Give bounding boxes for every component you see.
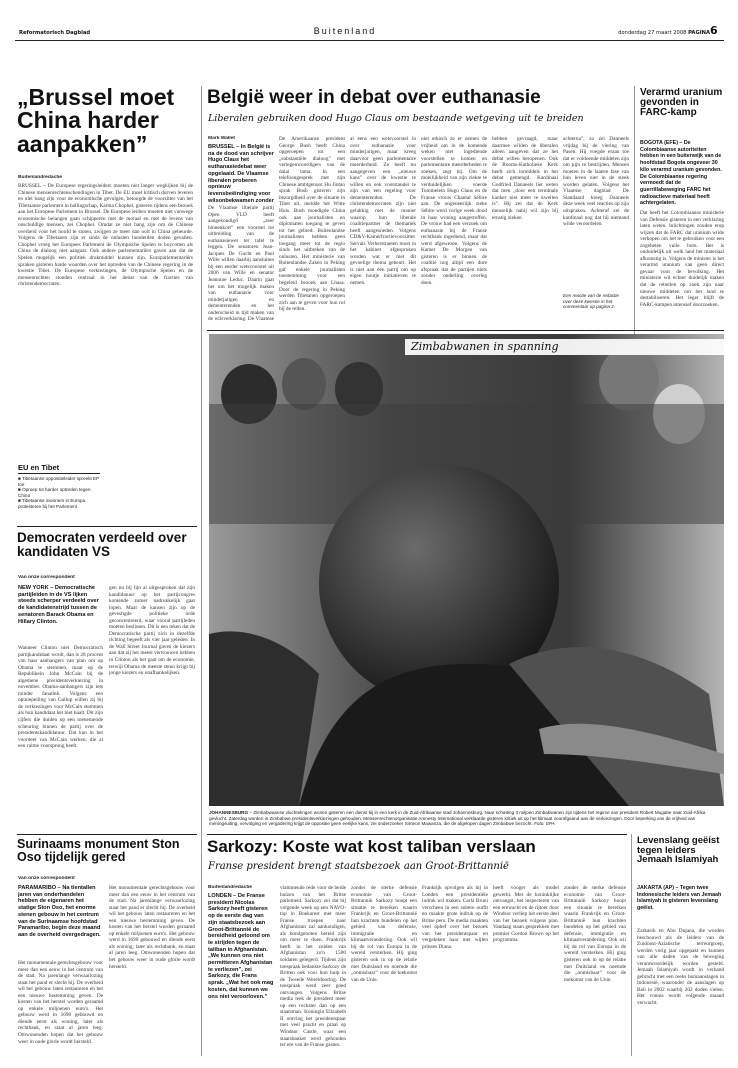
masthead-logo-text: Reformatorisch Dagblad	[19, 30, 91, 36]
sarkozy-rule	[207, 834, 627, 835]
farc-lead: BOGOTA (EFE) – De Colombiaanse autoriteiten hebben in een buitenwijk van de hoofdstad Bogota ongeveer 30 kilo verarmd uranium gevonden. De Colombiaanse regering vermoedt dat de guerrillabeweging FARC het radioactieve materiaal heeft achtergelaten.	[640, 140, 722, 206]
factbox-item: ■ Tibetaanse inwoners in Europa protesteren bij het Parlement	[18, 498, 86, 509]
democraten-byline: Van onze correspondent	[18, 575, 75, 580]
caption-text: Zimbabwaanse vluchtelingen wonen gisteren een dienst bij in een kerk in de Zuid-Afrikaanse stad Johannesburg. Naar schatting 3 miljoen Zimbabwanen zijn tijdens het regime van president Robert Mugabe naar Zuid-Afrika gevlucht. Zaterdag worden in Zimbabwe presidentsverkiezingen gehouden. Mensenrechtenorganisatie Amnesty International verklaarde gisteren kritiek uit op het klimaat voorafgaand aan de verkiezingen. Door beperking van de vrijheid van meningsuiting, vervolging en vergadering krijgt de oppositie geen eerlijke kans, zei onderzoeker Simeon Mawanza, die de afgelopen dagen Zimbabwe bezocht.	[209, 810, 706, 827]
photo-top-rule	[207, 330, 724, 331]
sarkozy-lead: LONDEN – De Franse president Nicolas Sarkozy heeft gisteren op de eerste dag van zijn staatsbezoek aan Groot-Brittannië de bereidheid getoond om te strijden tegen de taliban in Afghanistan. „We kunnen ons niet permitteren Afghanistan te verliezen”, zei Sarkozy, die Frans sprak. „Wat het ook mag kosten, dat kunnen we ons niet veroorloven.”	[208, 893, 274, 1000]
zimbabwe-photo-illustration	[209, 334, 724, 806]
brussel-byline: Buitenlandredactie	[18, 175, 63, 180]
page-label: PAGINA	[688, 30, 710, 36]
euthanasie-body-1: De Vlaamse liberale partij Open VLD heeft aangekondigd „zeer binnenkort” een voorstel tot uitbreiding van de euthanasiewet ter tafel te leggen. De senatoren Jean-Jacques De Gucht en Paul Wille willen daarbij aansluiten bij een eerder wetsvoorstel uit 2006 van Wille en senator Jeannine Leduc. Daarin gaat het om het mogelijk maken van euthanasie voor minderjarigen en dementerenden en het onderscheid in tijd maken van de wilsverklaring. De Vlaamse	[208, 205, 274, 323]
levenslang-body: Zarkasih en Abu Dujana, die worden beschouwd als de leiders van de Zuidoost-Aziatische terreurgroep, werden vorig jaar opgepakt en kunnen van alle daden van de beweging verantwoordelijk worden gesteld. Jemaah Islamiyah wordt in verband gebracht met een reeks bomaanslagen in Indonesië, waaronder de aanslagen op Bali in 2002 waarbij 202 doden vielen. Het vonnis wordt volgende maand verwacht.	[637, 928, 724, 1007]
euthanasie-body-2: De Amerikaanse president George Bush heeft China opgeroepen tot een „substantiële dialoog” met vertegenwoordigers van de dalai lama. In een telefoongesprek met zijn Chinese ambtgenoot Hu Jintao sprak Bush gisteren zijn bezorgdheid over de situatie in Tibet uit, meldde het Witte Huis. Bush moedigde China ook aan journalisten en diplomaten toegang te geven tot het gebied. Buitenlandse journalisten hebben geen toegang meer tot de regio sinds het uitbreken van de onlusten. Het ministerie van Buitenlandse Zaken in Peking gaf enkele journalisten toestemming voor een begeleid bezoek aan Lhasa. Door de regering in Peking werden Tibetanen opgeroepen zich aan te geven voor hun rol bij de rellen.	[279, 136, 345, 313]
header-date: donderdag 27 maart 2008	[618, 30, 687, 36]
euthanasie-byline: Mark Wallet	[208, 136, 235, 141]
euthanasie-body-6: achterna”, zo zei Danneels vrijdag bij de viering van Pasen. Hij voegde eraan toe dat er voldoende middelen zijn om pijn te bestrijden. Mensen moeten in de laatste fase van hun leven niet in de steek worden gelaten. Volgens het Vlaamse dagblad De Standaard kreeg Danneels deze week veel reacties op zijn uitspraken. Achteraf zei de kardinaal nog dat hij niemand wilde veroordelen.	[563, 136, 629, 228]
levenslang-lead: JAKARTA (AP) – Tegen twee Indonesische leiders van Jemaah Islamiyah is gisteren levenslang geëist.	[637, 885, 722, 912]
euthanasie-editor-note: Een reactie van de redactie over deze kwestie in het commentaar op pagina 2.	[563, 293, 619, 310]
euthanasie-subheadline: Liberalen gebruiken dood Hugo Claus om bestaande wetgeving uit te breiden	[208, 113, 584, 124]
farc-headline: Verarmd uranium gevonden in FARC-kamp	[640, 88, 723, 119]
euthanasie-headline: België weer in debat over euthanasie	[207, 88, 541, 108]
factbox-title: EU en Tibet	[18, 463, 100, 474]
sarkozy-body-5: zonder de sterke defensie economie van Groot-Brittannië. Sarkozy hoopt een situatie te bereiken waarin Frankrijk en Groot-Brittannië hun krachten bundelen op het gebied van defensie, immigratie en klimaatverandering. Ook wil hij de rol van Europa in de wereld versterken. Hij ging gisteren ook in op de relatie met Duitsland en noemde die „onmisbaar” voor de toekomst van de Unie.	[564, 885, 626, 983]
surinaams-body-2: Het monumentale gerechtsgebouw voor meer dan een eeuw in het centrum van de stad. Na jarenlange verwaarlozing staat het pand er slecht bij. De overheid wil het gebouw laten restaureren en het een nieuwe bestemming geven. De kosten van het herstel worden geraamd op enkele miljoenen euro's. Het gebouw werd in 1690 gebouwd en diende eerst als woning, later als rechtbank, en staat al jaren leeg. Omwonenden hopen dat het gebouw weer in oude glorie wordt hersteld.	[109, 885, 195, 970]
section-title: Buitenland	[313, 26, 377, 36]
header-date-wrapper	[560, 30, 710, 38]
sarkozy-subheadline: Franse president brengt staatsbezoek aan Groot-Brittannië	[208, 861, 509, 872]
democraten-body-1: Wanneer Clinton niet Democratisch partijkandidaat wordt, dan is 28 procent van haar aanhangers van plan om op Obama te stemmen, maar op de Republikein John McCain bij de algemene presidentsverkiezing in november. Obama-aanhangers zijn iets minder fanatiek. Volgens een opiniepeiling van Gallup willen zij bij de verkiezingen voor McCain stemmen als hun kandidaat het niet haalt. Dit zijn cijfers die duiden op een toenemende scheuring binnen de partij over de presidentskandidatuur. Dat kan in het voordeel van McCain werken, die al een ruime voorsprong heeft.	[18, 645, 103, 750]
zimbabwe-caption: JOHANNESBURG – Zimbabwaanse vluchtelingen wonen gisteren een dienst bij in een kerk in de Zuid-Afrikaanse stad Johannesburg. Naar schatting 3 miljoen Zimbabwanen zijn tijdens het regime van president Robert Mugabe naar Zuid-Afrika gevlucht. Zaterdag worden in Zimbabwe presidentsverkiezingen gehouden. Mensenrechtenorganisatie Amnesty International verklaarde gisteren kritiek uit op het klimaat voorafgaand aan de verkiezingen. Door beperking van de vrijheid van meningsuiting, vervolging en vergadering krijgt de oppositie geen eerlijke kans, zei onderzoeker Simeon Mawanza, die de afgelopen dagen Zimbabwe bezocht. Foto: EPA	[209, 810, 706, 827]
sarkozy-headline: Sarkozy: Koste wat kost taliban verslaan	[207, 838, 536, 856]
democraten-headline: Democraten verdeeld over kandidaten VS	[17, 531, 187, 559]
euthanasie-body-3: al eens een wetsvoorstel in over euthanasie voor minderjarigen, maar kreeg daarvoor geen parlementaire meerderheid. Ze heeft nu aangegeven een „nieuwe kans” over de kwestie te willen en ook voorstander te zijn van een regeling voor dementerenden. De christendemocraten zijn niet gelukkig met de manier waarop hun liberale coalitiepartner de thematiek heeft aangesneden. Volgens CD&V-Kamerfractievoorzitter Servais Verherstraeten moet in het kabinet afgesproken worden wat er met dit gevoelige thema gebeurt. Het is niet aan één partij om op eigen houtje initiatieven te nemen.	[350, 136, 416, 287]
sarkozy-body-4: heeft vooger als model gewerkt. Met de koninklijke ontvangst, het inspecteren van een erewacht en de rijtoer door Windsor verliep het eerste deel van het bezoek volgens plan. Vandaag staan gesprekken met premier Gordon Brown op het programma.	[493, 885, 559, 944]
euthanasie-body-4: niet ethisch ze er nemen de vrijheid om in de komende weken met ingediende voorstellen te komen en parlementaire meerderheden te zoeken, zegt hij. Om de moeilijkheid van zijn ziekte te verduidelijken voerde Tommelein Hugo Claus en de Franse vrouw Chantal Sébire aan. De ongeneeslijk zieke Sébire werd vorige week dood in haar woning aangetroffen. De vrouw had een verzoek om euthanasie bij de Franse rechtbank ingediend, maar dat werd afgewezen. Volgens de Kamer De Morgen van gisteren is er binnen de coalitie nog altijd een dure afspraak dat de partijen niets zonder onderling overleg doen.	[421, 136, 487, 287]
caption-place: JOHANNESBURG	[209, 810, 249, 815]
brussel-factbox	[18, 463, 100, 521]
sarkozy-byline: Buitenlandredactie	[208, 885, 253, 890]
photo-credit: Foto: EPA	[534, 821, 555, 827]
sarkozy-body-2: zonder de sterke defensie economie van Groot-Brittannië. Sarkozy hoopt een situatie te bereiken waarin Frankrijk en Groot-Brittannië hun krachten bundelen op het gebied van defensie, immigratie en klimaatverandering. Ook wil hij de rol van Europa in de wereld versterken. Hij ging gisteren ook in op de relatie met Duitsland en noemde die „onmisbaar” voor de toekomst van de Unie.	[351, 885, 417, 983]
surinaams-lead: PARAMARIBO – Na tientallen jaren van onderhandelen hebben de eigenaren het statige Ston Oso, het enorme stenen gebouw in het centrum van de Surinaamse hoofdstad Paramaribo, begin deze maand aan de overheid overgedragen.	[18, 885, 101, 938]
farc-body: Dat heeft het Colombiaanse ministerie van Defensie gisteren in een verklaring laten weten. Inlichtingen zouden erop wijzen dat de FARC dat uranium wilde verkopen om het te gebruiken voor een zogeheten vuile bom. Het is onduidelijk uit welk land het materiaal afkomstig is. Volgens de minister is het verarmd uranium van geen direct gevaar voor de bevolking. Het ministerie wil echter duidelijk maken dat de rebellen op zoek zijn naar nieuwe middelen om het land te destabiliseren. Het leger blijft de FARC-kampen intensief doorzoeken.	[640, 210, 724, 308]
levenslang-headline: Levenslang geëist tegen leiders Jemaah Islamiyah	[637, 836, 720, 866]
column-separator	[201, 86, 202, 1056]
factbox-item: ■ Tibetaanse oppositieleider spreekt EP toe	[18, 476, 100, 487]
euthanasie-lead: BRUSSEL – In België is na de dood van schrijver Hugo Claus het euthanasiedebat weer opgelaaid. De Vlaamse liberalen proberen opnieuw levensbeëindiging voor wilsonbekwamen zonder	[208, 144, 274, 202]
brussel-body: BRUSSEL – De Europese regeringsleiders moeten niet langer wegkijken bij de Chinese mensenrechtenschendingen in Tibet. De EU moet kritisch durven leveren en niet bang zijn voor de economische gevolgen, betoogde de voorzitter van het Tibetaanse parlement in ballingschap, Karma Chophel, gisteren tijdens een bezoek aan het Europese Parlement in Brussel. De Europese leiders moeten niet vanwege economische belangen gaan schipperen met de moraal en met de levens van onschuldige mensen, zei Chophel. Omdat ze niet bang zijn om de Chinese overheid voor het hoofd te stoten, zwijgen ze meer dan ooit in China gebeurde. Volgens de Tibetanen zijn er sinds de onlusten honderden doden gevallen. Chophel vroeg het Europees Parlement de Olympische Spelen te boycotten als China de dialoog niet aangaat. Ook andere parlementariërs gaven aan dat de Spelen mogelijk een politiek drukmiddel kunnen zijn. Europarlementariërs spraken gisteren harde woorden over het optreden van de Chinese regering in de kwestie Tibet. De Europese verkiezingen, de Olympische Spelen en de mensenrechten stonden centraal in het debat van de fracties van christendemocraten.	[18, 183, 193, 288]
brussel-headline: „Brussel moet China harder aanpakken”	[17, 86, 175, 157]
surinaams-byline: Van onze correspondent	[18, 876, 75, 881]
sarkozy-body-3: Frankrijk opvolgen als hij in Londen een presidentiële indruk wil maken. Carla Bruni verscheen in een sobere outfit en maakte grote indruk op de Britse pers. De media maakten veel ophef over het bezoek van het presidentspaar en vergeleken haar met wijlen prinses Diana.	[422, 885, 488, 950]
surinaams-headline: Surinaams monument Ston Oso tijdelijk gered	[17, 838, 180, 864]
sarkozy-body-1: vlammende rede voor de beide huizen van het Britse parlement. Sarkozy zei dat hij volgende week op een NAVO-top in Boekarest met meer Franse troepen naar Afghanistan zal aankondigen, als bondgenoten bereid zijn om meer te doen. Frankrijk heeft in het zuiden van Afghanistan zo'n 1500 soldaten gelegerd. Tijdens zijn toespraak bedankte Sarkozy de Britten ook voor hun hulp in de Tweede Wereldoorlog. De toespraak werd zeer goed ontvangen. Volgens Britse media leek de president meer op een rockster dan op een staatsman. Koningin Elizabeth II ontving het presidentspaar met veel pracht en praal op Windsor Castle, waar een staatsbanket werd gehouden ter ere van de Franse gasten.	[280, 885, 346, 1049]
surinaams-body: Het monumentale gerechtsgebouw voor meer dan een eeuw in het centrum van de stad. Na jarenlange verwaarlozing staat het pand er slecht bij. De overheid wil het gebouw laten restaureren en het een nieuwe bestemming geven. De kosten van het herstel worden geraamd op enkele miljoenen euro's. Het gebouw werd in 1690 gebouwd en diende eerst als woning, later als rechtbank, en staat al jaren leeg. Omwonenden hopen dat het gebouw weer in oude glorie wordt hersteld.	[18, 960, 103, 1045]
levenslang-separator	[631, 834, 632, 1056]
header-rule	[15, 40, 724, 41]
zimbabwe-photo	[209, 334, 724, 806]
factbox-item: ■ Oproep tot harder optreden tegen China	[18, 487, 91, 498]
democraten-rule	[17, 526, 197, 527]
zimbabwe-title: Zimbabwanen in spanning	[405, 339, 724, 355]
euthanasie-body-5: hebben gevraagd, maar daarmee wilden de liberalen alleen aangeven dat ze het debat willen heropenen. Ook de Rooms-Katholieke Kerk heeft zich inmiddels in het debat gemengd. Kardinaal Godfried Danneels liet weten dat men „door een terminale kanker niet meer te kwellen is”. Hij zei dat de Kerk menselijk nabij wil zijn bij ernstig zieken.	[492, 136, 558, 221]
democraten-body-2: gen nu bij lijn al uitgesproken dat zijn kandidatuur op het partijcongres komende zomer nadrukkelijk gaat lopen. Maar de kansen zijn op de gevestigde politieke orde geconcentreerd, waar vooral partijleden moeten beslissen. Dit is een teken dat de Democratische partij zich in dezelfde richting begeeft als vier jaar geleden. In de Wall Street Journal gaven de kiezers aan dat zij het meest vertrouwen hebben in Clinton als het gaat om de economie, terwijl Obama de meeste steun krijgt bij jonge kiezers en onafhankelijken.	[109, 585, 195, 677]
surinaams-rule	[17, 834, 197, 835]
democraten-lead: NEW YORK – Democratische partijleiden in de VS lijken steeds scherper verdeeld over de kandidatenstrijd tussen de senatoren Barack Obama en Hillary Clinton.	[18, 585, 99, 625]
page-number: 6	[710, 24, 718, 37]
